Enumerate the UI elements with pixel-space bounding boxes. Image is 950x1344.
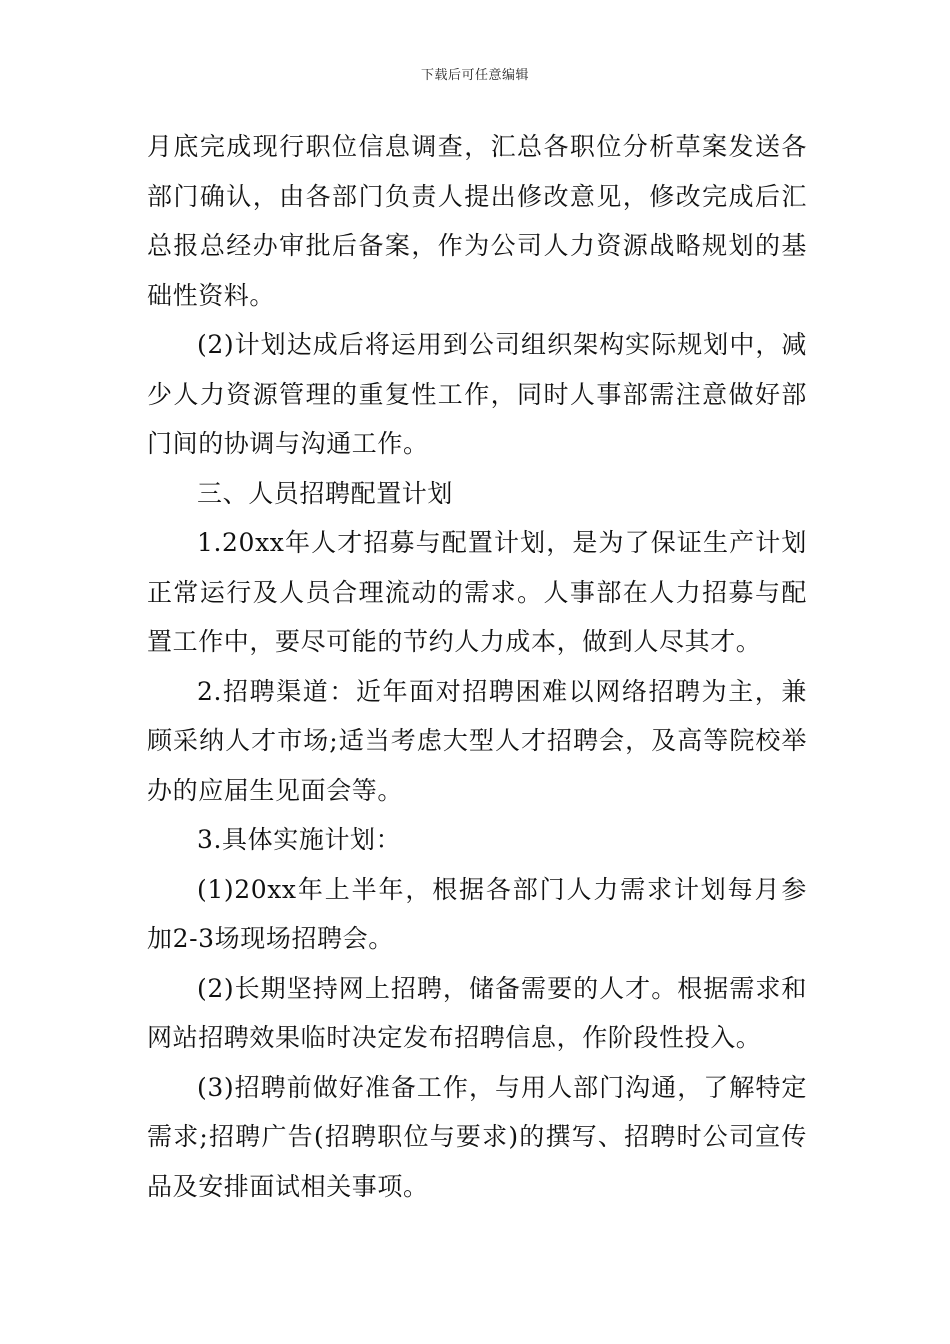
section-heading-recruitment: 三、人员招聘配置计划 <box>197 478 454 508</box>
paragraph-implementation-item-3: (3)招聘前做好准备工作，与用人部门沟通，了解特定需求;招聘广告(招聘职位与要求)的撰写、招聘时公司宣传品及安排面试相关事项。 <box>147 1072 807 1201</box>
paragraph-implementation-item-1: (1)20xx年上半年，根据各部门人力需求计划每月参加2-3场现场招聘会。 <box>147 874 807 953</box>
page-header: 下载后可任意编辑 <box>420 68 529 83</box>
paragraph-implementation-item-2: (2)长期坚持网上招聘，储备需要的人才。根据需求和网站招聘效果临时决定发布招聘信息，作阶段性投入。 <box>147 973 807 1052</box>
document-body <box>147 122 807 1211</box>
paragraph-recruitment-channels-2: 2.招聘渠道：近年面对招聘困难以网络招聘为主，兼顾采纳人才市场;适当考虑大型人才招聘会，及高等院校举办的应届生见面会等。 <box>147 676 807 805</box>
paragraph-recruitment-plan-1: 1.20xx年人才招募与配置计划，是为了保证生产计划正常运行及人员合理流动的需求。人事部在人力招募与配置工作中，要尽可能的节约人力成本，做到人尽其才。 <box>147 528 807 656</box>
paragraph-plan-item-2: (2)计划达成后将运用到公司组织架构实际规划中，减少人力资源管理的重复性工作，同时人事部需注意做好部门间的协调与沟通工作。 <box>147 330 807 458</box>
paragraph-continuation: 月底完成现行职位信息调查，汇总各职位分析草案发送各部门确认，由各部门负责人提出修改意见，修改完成后汇总报总经办审批后备案，作为公司人力资源战略规划的基础性资料。 <box>147 132 807 310</box>
paragraph-implementation-plan-3: 3.具体实施计划： <box>197 825 402 854</box>
